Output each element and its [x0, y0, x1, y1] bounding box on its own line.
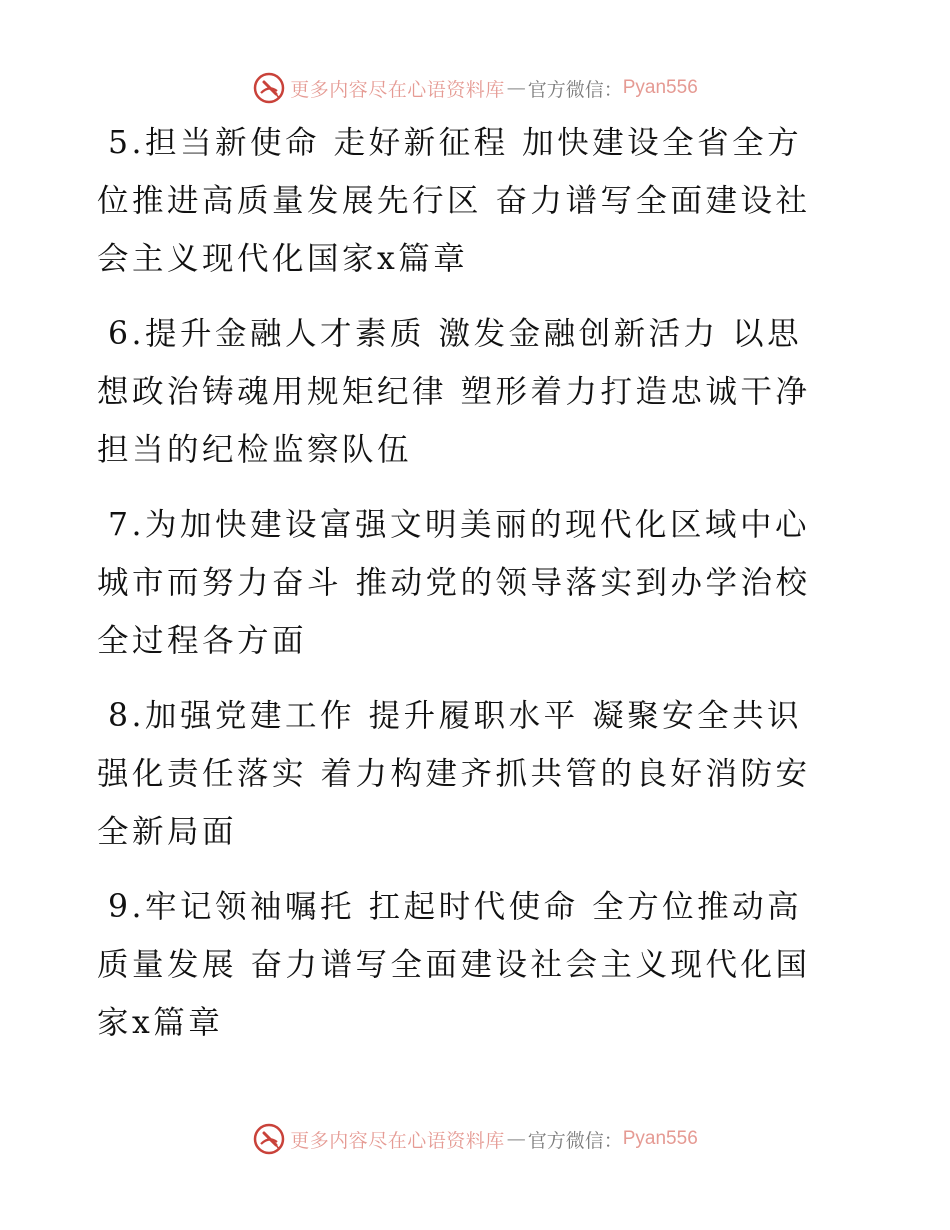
book-pen-logo-icon	[252, 71, 286, 105]
header-watermark	[0, 70, 950, 106]
watermark-wechat-id: Pyan556	[622, 77, 698, 98]
watermark-text: 更多内容尽在心语资料库	[290, 1129, 505, 1152]
watermark-wechat-id: Pyan556	[622, 1128, 698, 1149]
list-item: 7.为加快建设富强文明美丽的现代化区域中心城市而努力奋斗 推动党的领导落实到办学治校全过程各方面	[97, 507, 811, 659]
watermark-dash: —	[506, 77, 526, 99]
watermark-wechat-label: 官方微信：	[527, 1129, 623, 1152]
watermark-text: 更多内容尽在心语资料库	[290, 78, 505, 101]
list-item: 5.担当新使命 走好新征程 加快建设全省全方位推进高质量发展先行区 奋力谱写全面建设社会主义现代化国家x篇章	[97, 125, 811, 277]
book-pen-logo-icon	[252, 1122, 286, 1156]
list-item: 9.牢记领袖嘱托 扛起时代使命 全方位推动高质量发展 奋力谱写全面建设社会主义现代化国家x篇章	[97, 889, 811, 1041]
list-item: 6.提升金融人才素质 激发金融创新活力 以思想政治铸魂用规矩纪律 塑形着力打造忠诚干净担当的纪检监察队伍	[97, 316, 811, 468]
watermark-dash: —	[506, 1128, 526, 1150]
document-body	[97, 114, 837, 1069]
list-item: 8.加强党建工作 提升履职水平 凝聚安全共识 强化责任落实 着力构建齐抓共管的良好消防安全新局面	[97, 698, 811, 850]
watermark-wechat-label: 官方微信：	[527, 78, 623, 101]
footer-watermark	[0, 1121, 950, 1157]
